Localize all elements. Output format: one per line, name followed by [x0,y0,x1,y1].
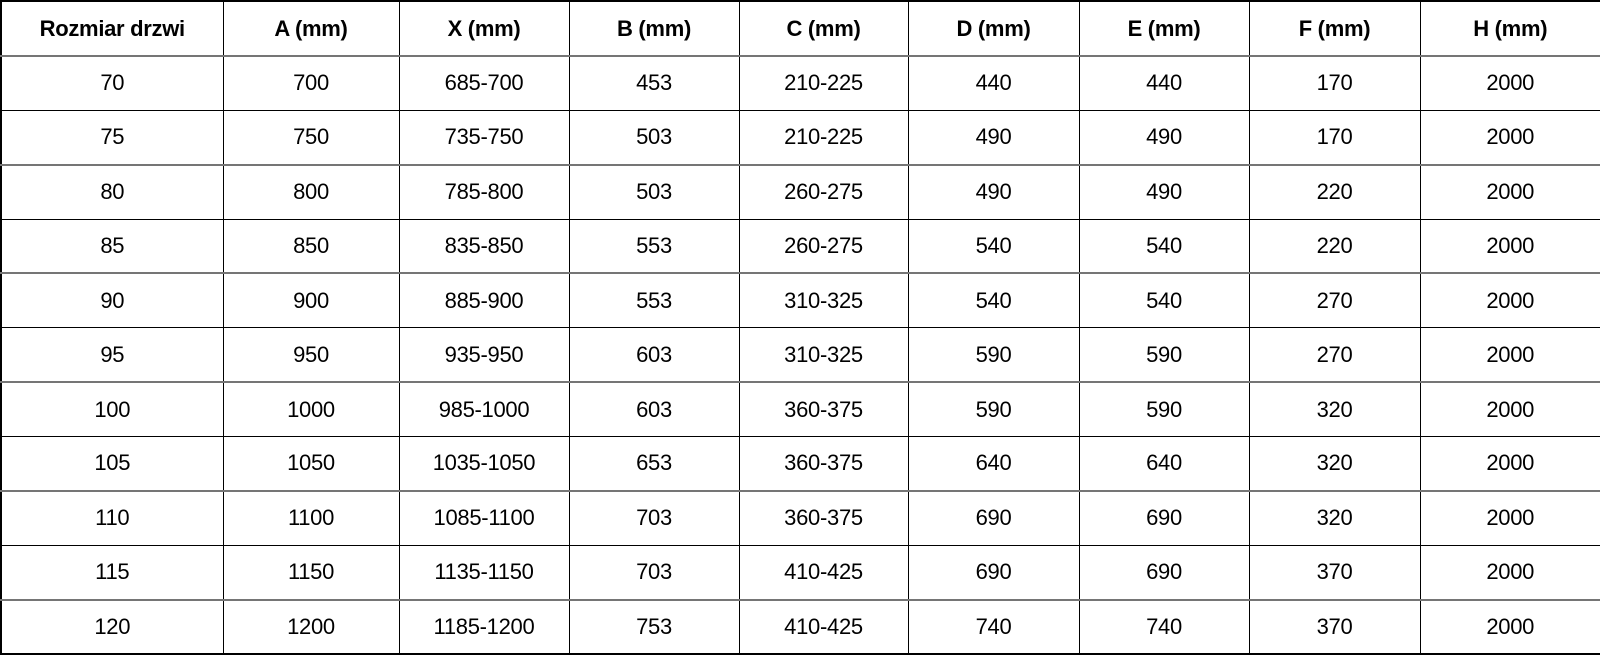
column-header: C (mm) [739,1,908,56]
column-header: H (mm) [1420,1,1600,56]
table-cell: 885-900 [399,273,569,327]
table-cell: 310-325 [739,273,908,327]
table-cell: 685-700 [399,56,569,110]
table-cell: 2000 [1420,382,1600,436]
table-body [1,56,1600,654]
table-cell: 410-425 [739,545,908,599]
column-header: A (mm) [223,1,399,56]
table-cell: 90 [1,273,223,327]
table-row [1,165,1600,219]
table-cell: 740 [908,600,1079,654]
column-header: D (mm) [908,1,1079,56]
table-cell: 440 [908,56,1079,110]
table-row [1,545,1600,599]
table-cell: 950 [223,328,399,382]
table-cell: 603 [569,328,739,382]
table-cell: 2000 [1420,56,1600,110]
table-cell: 360-375 [739,437,908,491]
table-cell: 1000 [223,382,399,436]
table-cell: 360-375 [739,491,908,545]
table-cell: 690 [1079,545,1249,599]
table-cell: 590 [908,382,1079,436]
table-cell: 540 [1079,219,1249,273]
table-cell: 1035-1050 [399,437,569,491]
table-cell: 95 [1,328,223,382]
table-cell: 260-275 [739,219,908,273]
table-cell: 110 [1,491,223,545]
table-cell: 2000 [1420,165,1600,219]
table-cell: 320 [1249,437,1420,491]
table-cell: 2000 [1420,110,1600,164]
table-cell: 210-225 [739,56,908,110]
table-cell: 985-1000 [399,382,569,436]
table-cell: 1085-1100 [399,491,569,545]
table-cell: 935-950 [399,328,569,382]
table-cell: 900 [223,273,399,327]
table-cell: 703 [569,545,739,599]
table-cell: 735-750 [399,110,569,164]
table-cell: 220 [1249,219,1420,273]
table-cell: 490 [1079,110,1249,164]
table-cell: 690 [1079,491,1249,545]
table-cell: 260-275 [739,165,908,219]
table-cell: 503 [569,110,739,164]
table-cell: 590 [1079,328,1249,382]
table-cell: 2000 [1420,328,1600,382]
column-header: Rozmiar drzwi [1,1,223,56]
table-cell: 590 [1079,382,1249,436]
table-cell: 270 [1249,328,1420,382]
table-cell: 105 [1,437,223,491]
table-cell: 70 [1,56,223,110]
table-cell: 540 [908,219,1079,273]
table-cell: 170 [1249,110,1420,164]
table-row [1,110,1600,164]
table-cell: 800 [223,165,399,219]
table-cell: 850 [223,219,399,273]
table-cell: 490 [1079,165,1249,219]
table-cell: 210-225 [739,110,908,164]
table-cell: 2000 [1420,545,1600,599]
table-cell: 1050 [223,437,399,491]
table-cell: 703 [569,491,739,545]
table-cell: 640 [908,437,1079,491]
table-cell: 2000 [1420,219,1600,273]
table-cell: 410-425 [739,600,908,654]
table-cell: 835-850 [399,219,569,273]
table-cell: 85 [1,219,223,273]
table-row [1,56,1600,110]
table-row [1,219,1600,273]
table-cell: 750 [223,110,399,164]
table-cell: 270 [1249,273,1420,327]
table-cell: 590 [908,328,1079,382]
table-cell: 320 [1249,382,1420,436]
table-row [1,328,1600,382]
table-row [1,600,1600,654]
column-header: F (mm) [1249,1,1420,56]
table-cell: 490 [908,165,1079,219]
table-cell: 120 [1,600,223,654]
table-cell: 320 [1249,491,1420,545]
table-cell: 603 [569,382,739,436]
column-header: X (mm) [399,1,569,56]
table-cell: 80 [1,165,223,219]
table-cell: 440 [1079,56,1249,110]
table-cell: 453 [569,56,739,110]
table-cell: 490 [908,110,1079,164]
table-cell: 740 [1079,600,1249,654]
table-cell: 310-325 [739,328,908,382]
table-cell: 370 [1249,545,1420,599]
table-cell: 1135-1150 [399,545,569,599]
table-cell: 360-375 [739,382,908,436]
table-cell: 785-800 [399,165,569,219]
table-cell: 553 [569,273,739,327]
column-header: B (mm) [569,1,739,56]
table-cell: 700 [223,56,399,110]
table-cell: 540 [908,273,1079,327]
column-header: E (mm) [1079,1,1249,56]
table-row [1,273,1600,327]
table-cell: 553 [569,219,739,273]
table-cell: 2000 [1420,437,1600,491]
table-cell: 1200 [223,600,399,654]
table-cell: 653 [569,437,739,491]
table-cell: 503 [569,165,739,219]
header-row [1,1,1600,56]
table-cell: 2000 [1420,273,1600,327]
table-row [1,437,1600,491]
table-cell: 690 [908,491,1079,545]
table-row [1,491,1600,545]
table-cell: 170 [1249,56,1420,110]
table-cell: 220 [1249,165,1420,219]
table-cell: 640 [1079,437,1249,491]
table-cell: 370 [1249,600,1420,654]
table-cell: 1150 [223,545,399,599]
table-cell: 540 [1079,273,1249,327]
table-cell: 115 [1,545,223,599]
table-cell: 2000 [1420,600,1600,654]
table-cell: 1100 [223,491,399,545]
table-cell: 1185-1200 [399,600,569,654]
table-cell: 75 [1,110,223,164]
table-cell: 690 [908,545,1079,599]
table-cell: 100 [1,382,223,436]
table-row [1,382,1600,436]
table-cell: 753 [569,600,739,654]
table-cell: 2000 [1420,491,1600,545]
